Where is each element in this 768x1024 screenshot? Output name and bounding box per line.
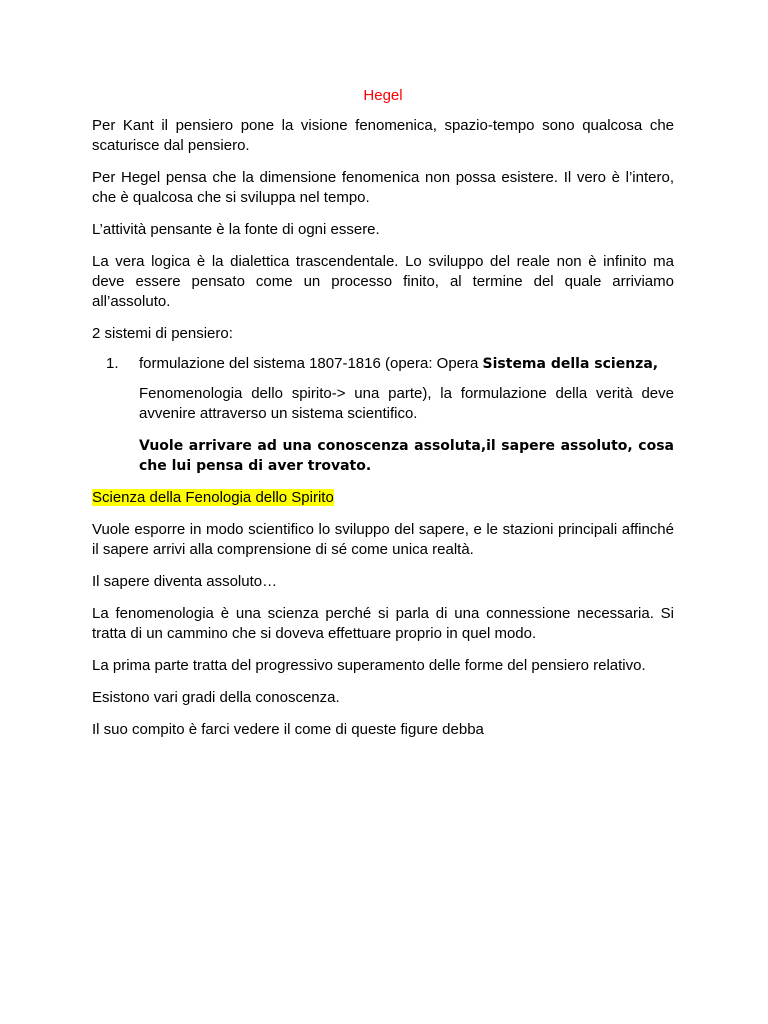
paragraph-kant: Per Kant il pensiero pone la visione fenomenica, spazio-tempo sono qualcosa che scaturisce dal pensiero.	[92, 117, 674, 154]
paragraph-sapere-assoluto: Il sapere diventa assoluto…	[92, 573, 278, 590]
list-item-text: formulazione del sistema 1807-1816 (opera: Opera	[139, 355, 483, 372]
list-item-bold-text: Sistema della scienza,	[482, 356, 659, 372]
document-page	[92, 86, 674, 752]
list-continuation: Fenomenologia dello spirito-> una parte), la formulazione della verità deve avvenire attraverso un sistema scientifico.	[139, 385, 674, 422]
highlighted-heading: Scienza della Fenologia dello Spirito	[92, 489, 334, 506]
paragraph-compito: Il suo compito è farci vedere il come di queste figure debba	[92, 721, 484, 738]
paragraph-logica: La vera logica è la dialettica trascendentale. Lo sviluppo del reale non è infinito ma deve essere pensato come un processo finito, al termine del quale arriviamo all’assoluto.	[92, 253, 674, 310]
paragraph-fenomenologia: La fenomenologia è una scienza perché si parla di una connessione necessaria. Si tratta di un cammino che si doveva effettuare proprio in quel modo.	[92, 605, 674, 642]
list-item-1	[92, 354, 674, 374]
paragraph-attivita: L’attività pensante è la fonte di ogni essere.	[92, 221, 380, 238]
paragraph-prima-parte: La prima parte tratta del progressivo superamento delle forme del pensiero relativo.	[92, 657, 646, 674]
paragraph-gradi: Esistono vari gradi della conoscenza.	[92, 689, 340, 706]
list-number: 1.	[106, 355, 119, 372]
list-bold-note: Vuole arrivare ad una conoscenza assoluta,il sapere assoluto, cosa che lui pensa di aver trovato.	[139, 438, 674, 474]
paragraph-esporre: Vuole esporre in modo scientifico lo sviluppo del sapere, e le stazioni principali affinché il sapere arrivi alla comprensione di sé come unica realtà.	[92, 521, 674, 558]
paragraph-sistemi: 2 sistemi di pensiero:	[92, 325, 233, 342]
highlight-heading-line	[92, 488, 674, 508]
paragraph-hegel: Per Hegel pensa che la dimensione fenomenica non possa esistere. Il vero è l’intero, che è qualcosa che si sviluppa nel tempo.	[92, 169, 674, 206]
document-title: Hegel	[363, 87, 403, 104]
